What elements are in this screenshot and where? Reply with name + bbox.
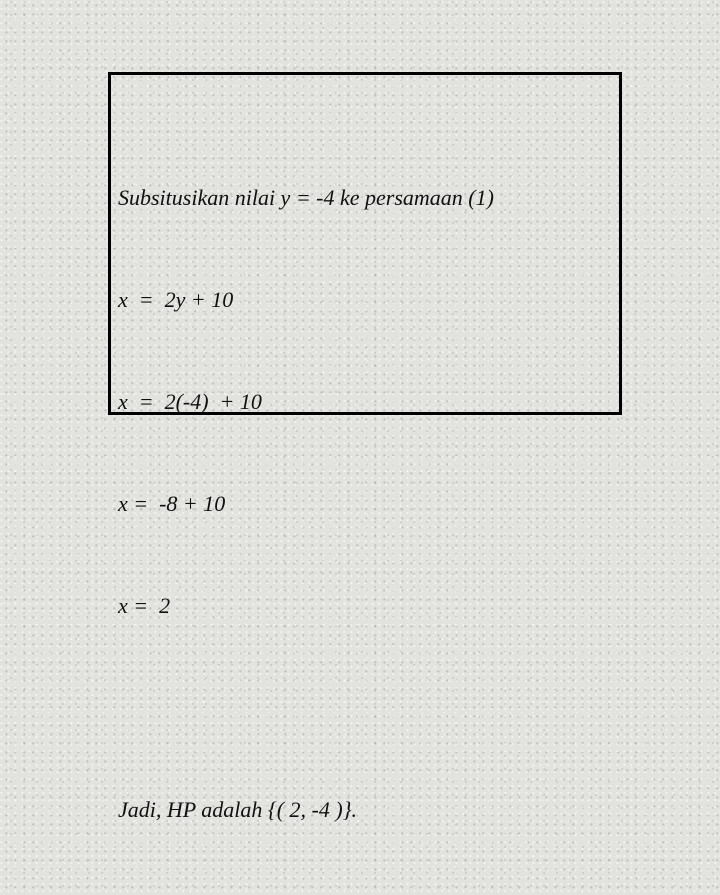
substitution-statement: Subsitusikan nilai y = -4 ke persamaan (1) xyxy=(118,185,494,210)
equation-line-2: x = 2(-4) + 10 xyxy=(118,389,262,414)
content-box xyxy=(108,72,622,822)
solution-text xyxy=(118,113,494,895)
equation-line-1: x = 2y + 10 xyxy=(118,287,234,312)
equation-line-3: x = -8 + 10 xyxy=(118,491,226,516)
conclusion-line: Jadi, HP adalah {( 2, -4 )}. xyxy=(118,797,357,822)
blank-line xyxy=(118,691,494,725)
equation-line-4: x = 2 xyxy=(118,593,171,618)
